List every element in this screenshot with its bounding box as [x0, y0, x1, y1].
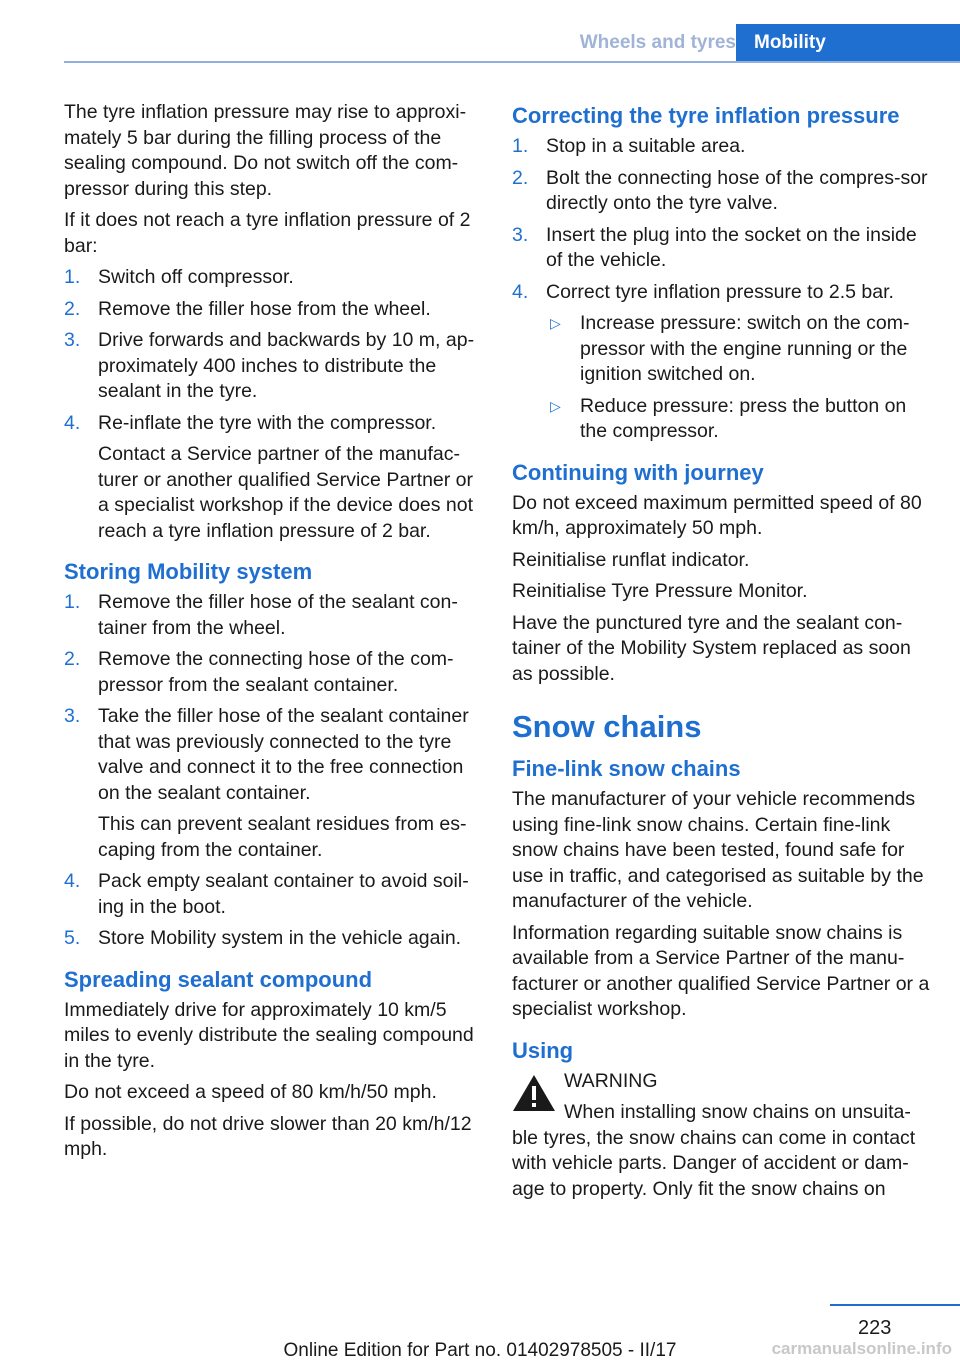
journey-paragraph-3: Reinitialise Tyre Pressure Monitor. — [512, 580, 808, 602]
step-text: Bolt the connecting hose of the compres-sor directly onto the tyre valve. — [546, 166, 928, 214]
step-note: Contact a Service partner of the manufac-turer or another qualified Service Partner or a specialist workshop if the device does not reach a tyre inflation pressure of 2 bar. — [98, 443, 474, 542]
list-item — [64, 590, 482, 641]
list-item — [512, 134, 932, 160]
step-number: 3. — [512, 223, 529, 246]
triangle-bullet-icon: ▷ — [550, 315, 561, 331]
substep-item — [546, 311, 932, 388]
fine-link-paragraph-2: Information regarding suitable snow chains is available from a Service Partner of the manu-facturer or another qualified Service Partner or a specialist workshop. — [512, 921, 930, 1020]
page-number: 223 — [858, 1317, 892, 1339]
step-text: Store Mobility system in the vehicle again. — [98, 927, 462, 949]
correcting-heading: Correcting the tyre inflation pressure — [512, 103, 900, 128]
warning-text-first: When installing snow chains on unsuita- — [564, 1101, 911, 1123]
right-column — [512, 100, 932, 1202]
step-number: 3. — [64, 705, 81, 727]
list-item — [64, 869, 482, 920]
step-text: Insert the plug into the socket on the inside of the vehicle. — [546, 223, 917, 271]
step-number: 3. — [64, 329, 81, 351]
list-item — [64, 265, 482, 291]
step-number: 2. — [64, 297, 81, 320]
step-number: 1. — [64, 266, 81, 288]
footer-rule — [830, 1304, 960, 1306]
header-rule — [64, 61, 960, 63]
substep-text: Reduce pressure: press the button on the compressor. — [580, 394, 907, 442]
journey-paragraph-4: Have the punctured tyre and the sealant con-tainer of the Mobility System replaced as soon as possible. — [512, 611, 911, 685]
warning-label: WARNING — [564, 1069, 658, 1092]
spreading-paragraph-2: Do not exceed a speed of 80 km/h/50 mph. — [64, 1081, 437, 1103]
list-item — [64, 704, 482, 863]
substeps-list — [546, 311, 932, 445]
edition-footer: Online Edition for Part no. 01402978505 - II/17 — [283, 1340, 677, 1361]
step-number: 2. — [64, 648, 81, 670]
list-item — [64, 297, 482, 323]
steps-list-2 — [64, 590, 482, 952]
step-note: This can prevent sealant residues from es-caping from the container. — [98, 813, 467, 861]
step-text: Remove the filler hose of the sealant con-tainer from the wheel. — [98, 591, 458, 639]
step-text: Drive forwards and backwards by 10 m, ap-proximately 400 inches to distribute the sealant in the tyre. — [98, 329, 475, 402]
substep-item — [546, 394, 932, 445]
page-header — [0, 24, 960, 62]
step-number: 1. — [64, 591, 81, 613]
list-item — [64, 328, 482, 405]
watermark: carmanualsonline.info — [771, 1339, 952, 1358]
step-number: 4. — [64, 411, 81, 434]
step-number: 2. — [512, 166, 529, 189]
step-text: Re-inflate the tyre with the compressor. — [98, 411, 437, 434]
using-heading: Using — [512, 1037, 574, 1063]
steps-list-3 — [512, 134, 932, 445]
spreading-paragraph-1: Immediately drive for approximately 10 km/5 miles to evenly distribute the sealing compound in the tyre. — [64, 998, 474, 1072]
step-number: 5. — [64, 927, 81, 949]
triangle-bullet-icon: ▷ — [550, 397, 561, 414]
chapter-tab: Mobility — [736, 24, 960, 62]
step-text: Take the filler hose of the sealant container that was previously connected to the tyre valve and connect it to the free connection on the sealant container. — [98, 705, 469, 804]
intro-paragraph-2: If it does not reach a tyre inflation pressure of 2 bar: — [64, 209, 471, 257]
step-text: Stop in a suitable area. — [546, 135, 746, 157]
step-number: 4. — [64, 870, 81, 892]
journey-paragraph-1: Do not exceed maximum permitted speed of 80 km/h, approximately 50 mph. — [512, 491, 922, 539]
snow-chains-heading: Snow chains — [512, 709, 702, 744]
storing-heading: Storing Mobility system — [64, 559, 313, 584]
list-item — [64, 926, 482, 952]
step-text: Remove the filler hose from the wheel. — [98, 297, 431, 320]
left-column — [64, 100, 482, 1169]
fine-link-heading: Fine-link snow chains — [512, 756, 741, 781]
intro-paragraph-1: The tyre inflation pressure may rise to approxi-mately 5 bar during the filling process of the sealing compound. Do not switch off the com-pressor during this step. — [64, 101, 467, 200]
list-item — [64, 411, 482, 545]
journey-paragraph-2: Reinitialise runflat indicator. — [512, 548, 750, 571]
list-item — [64, 647, 482, 698]
list-item — [512, 223, 932, 274]
step-text: Switch off compressor. — [98, 266, 294, 288]
warning-triangle-icon — [512, 1073, 556, 1113]
spreading-heading: Spreading sealant compound — [64, 966, 373, 992]
list-item — [512, 280, 932, 445]
substep-text: Increase pressure: switch on the com-pressor with the engine running or the ignition switched on. — [580, 312, 910, 385]
step-text: Remove the connecting hose of the com-pressor from the sealant container. — [98, 648, 454, 696]
list-item — [512, 166, 932, 217]
step-number: 4. — [512, 280, 529, 303]
step-text: Correct tyre inflation pressure to 2.5 bar. — [546, 280, 894, 303]
steps-list-1 — [64, 265, 482, 544]
journey-heading: Continuing with journey — [512, 459, 764, 485]
fine-link-paragraph-1: The manufacturer of your vehicle recommends using fine-link snow chains. Certain fine-link snow chains have been tested, found safe for use in traffic, and categorised as suitable by the manufacturer of the vehicle. — [512, 788, 924, 912]
spreading-paragraph-3: If possible, do not drive slower than 20 km/h/12 mph. — [64, 1112, 472, 1160]
section-tab: Wheels and tyres — [579, 32, 736, 53]
warning-block — [512, 1069, 932, 1203]
step-text: Pack empty sealant container to avoid soil-ing in the boot. — [98, 870, 469, 918]
step-number: 1. — [512, 135, 529, 157]
warning-text-rest: ble tyres, the snow chains can come in contact with vehicle parts. Danger of accident or dam-age to property. Only fit the snow chains on — [512, 1126, 916, 1200]
